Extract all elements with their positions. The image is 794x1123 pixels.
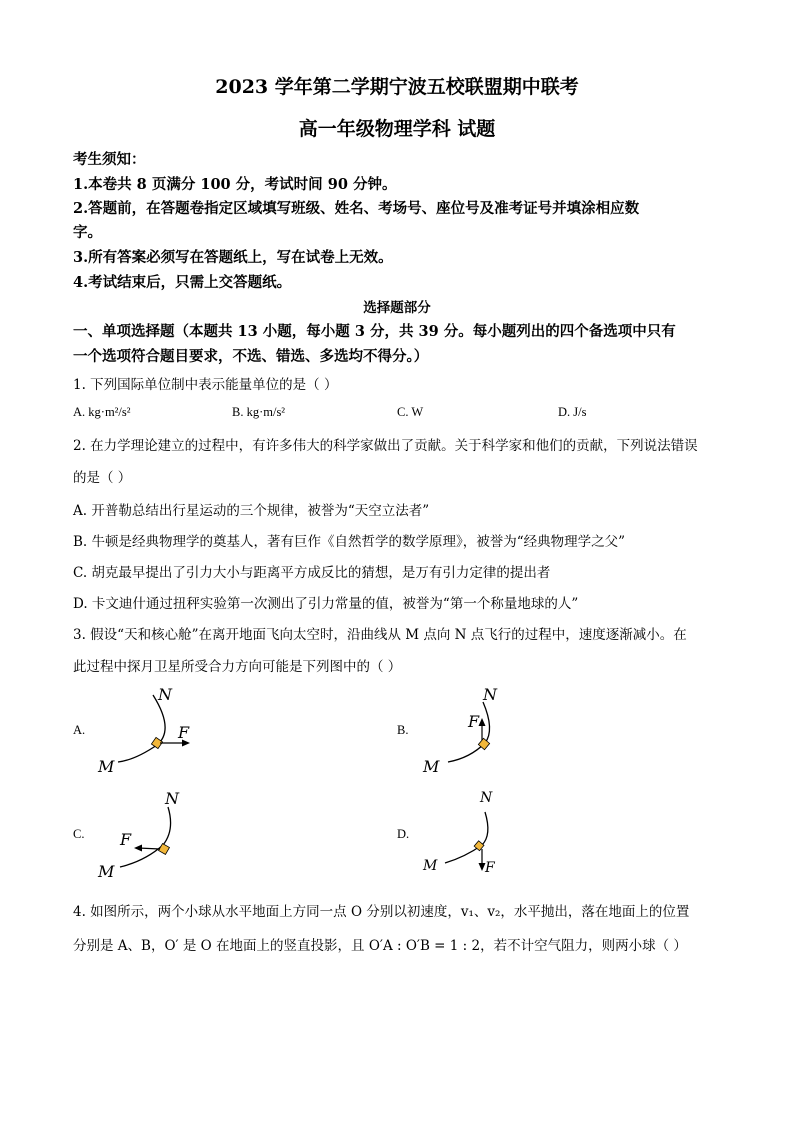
point-m-label: M [423, 858, 438, 874]
figure-a-label: A. [73, 723, 86, 737]
notice-item: 4.考试结束后，只需上交答题纸。 [73, 274, 292, 291]
figure-b-label: B. [397, 723, 409, 737]
q1-option-a: A. kg·m²/s² [73, 405, 131, 419]
notice-item: 2.答题前，在答题卷指定区域填写班级、姓名、考场号、座位号及准考证号并填涂相应数 [73, 200, 640, 217]
arrowhead-icon [479, 718, 486, 726]
point-n-label: N [158, 685, 172, 704]
point-m-label: M [423, 757, 440, 776]
section-title: 选择题部分 [363, 300, 431, 316]
notice-heading: 考生须知： [73, 151, 146, 168]
part1-instruction: 一个选项符合题目要求，不选、错选、多选均不得分。） [73, 348, 429, 365]
q1-option-c: C. W [397, 405, 424, 419]
q2-option-a: A. 开普勒总结出行星运动的三个规律，被誉为“天空立法者” [73, 503, 430, 519]
force-f-label: F [120, 830, 132, 849]
question-4-stem: 分别是 A、B，O′ 是 O 在地面上的竖直投影，且 O′A : O′B = 1 : 2，若不计空气阻力，则两小球（ ） [73, 938, 687, 954]
exam-title: 2023 学年第二学期宁波五校联盟期中联考 [215, 76, 579, 98]
force-f-label: F [485, 860, 495, 876]
force-f-label: F [178, 723, 190, 742]
question-1-stem: 1. 下列国际单位制中表示能量单位的是（ ） [73, 377, 338, 393]
notice-item: 3.所有答案必须写在答题纸上，写在试卷上无效。 [73, 249, 393, 266]
point-n-label: N [483, 685, 497, 704]
q1-option-d: D. J/s [558, 405, 587, 419]
point-n-label: N [165, 789, 179, 808]
craft-marker [159, 844, 170, 855]
question-2-stem: 2. 在力学理论建立的过程中，有许多伟大的科学家做出了贡献。关于科学家和他们的贡献，下列说法错误 [73, 438, 698, 454]
point-m-label: M [98, 862, 115, 881]
figure-d-label: D. [397, 827, 410, 841]
question-3-stem: 3. 假设“天和核心舱”在离开地面飞向太空时，沿曲线从 M 点向 N 点飞行的过程中，速度逐渐减小。在 [73, 627, 687, 643]
q1-option-b: B. kg·m/s² [232, 405, 286, 419]
figure-c-label: C. [73, 827, 85, 841]
q2-option-b: B. 牛顿是经典物理学的奠基人，著有巨作《自然哲学的数学原理》，被誉为“经典物理学之父” [73, 534, 626, 550]
notice-item: 1.本卷共 8 页满分 100 分，考试时间 90 分钟。 [73, 176, 397, 193]
arrowhead-icon [134, 845, 142, 852]
notice-item: 字。 [73, 224, 102, 241]
point-n-label: N [480, 790, 493, 806]
force-f-label: F [468, 712, 480, 731]
question-2-stem: 的是（ ） [73, 470, 132, 486]
question-3-stem: 此过程中探月卫星所受合力方向可能是下列图中的（ ） [73, 659, 402, 675]
q2-option-c: C. 胡克最早提出了引力大小与距离平方成反比的猜想，是万有引力定律的提出者 [73, 565, 551, 581]
q2-option-d: D. 卡文迪什通过扭秤实验第一次测出了引力常量的值，被誉为“第一个称量地球的人” [73, 596, 579, 612]
exam-subtitle: 高一年级物理学科 试题 [298, 118, 496, 140]
question-4-stem: 4. 如图所示，两个小球从水平地面上方同一点 O 分别以初速度，v₁、v₂，水平抛出，落在地面上的位置 [73, 904, 690, 920]
point-m-label: M [98, 757, 115, 776]
part1-instruction: 一、单项选择题（本题共 13 小题，每小题 3 分，共 39 分。每小题列出的四个备选项中只有 [73, 323, 676, 340]
